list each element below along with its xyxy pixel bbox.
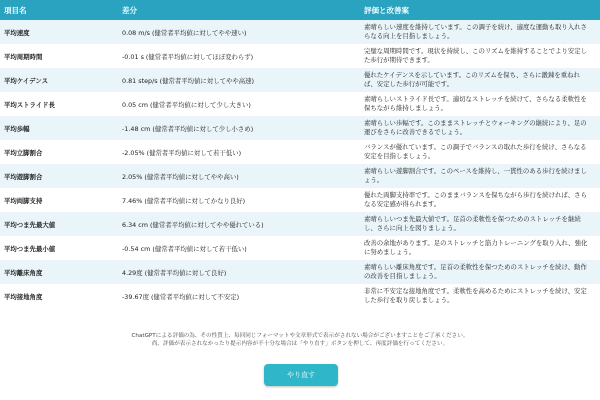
disclaimer-note [0,332,600,348]
table-row [0,188,600,212]
row-eval: 素晴らしい歩幅です。このままストレッチとウォーキングの継続により、足の運びをさらに改善できるでしょう。 [364,119,587,136]
table-header [0,0,600,20]
table-row [0,68,600,92]
row-diff: -0.54 cm (健常者平均値に対して若干低い) [122,244,247,253]
row-eval: 素晴らしいストライド長です。適切なストレッチを続けて、さらなる柔軟性を保ちながら維持しましょう。 [364,95,587,112]
row-eval: 優れた両脚支持率です。このままバランスを保ちながら歩行を続ければ、さらなる安定感が得られます。 [364,191,587,208]
row-item: 平均離床角度 [4,268,43,277]
row-diff: -0.01 s (健常者平均値に対してほぼ変わらず) [122,52,254,61]
row-eval: 素晴らしい速度を維持しています。この調子を続け、適度な運動も取り入れさらなる向上を目指しましょう。 [364,23,587,40]
row-item: 平均周期時間 [4,52,43,61]
row-item: 平均遊脚割合 [4,172,43,181]
disclaimer-line-2: 尚、評価が表示されなかったり提示内容が不十分な場合は「やり直す」ボタンを押して、再度評価を行ってください。 [151,341,449,347]
row-item: 平均接地角度 [4,292,43,301]
row-item: 平均つま先最大値 [4,220,56,229]
table-row [0,236,600,260]
header-diff: 差分 [122,5,137,15]
row-item: 平均歩幅 [4,124,30,133]
table-row [0,116,600,140]
retry-button[interactable]: やり直す [264,364,338,386]
row-diff: 0.08 m/s (健常者平均値に対してやや速い) [122,28,247,37]
table-row [0,164,600,188]
row-diff: -1.48 cm (健常者平均値に対して少し小さめ) [122,124,254,133]
row-item: 平均つま先最小値 [4,244,56,253]
table-row [0,212,600,236]
table-row [0,44,600,68]
row-item: 平均立脚割合 [4,148,43,157]
row-eval: 優れたケイデンスを示しています。このリズムを保ち、さらに鍛錬を重ねれば、安定した歩行が可能です。 [364,71,580,88]
row-item: 平均速度 [4,28,30,37]
row-eval: 素晴らしい離床角度です。足首の柔軟性を保つためのストレッチを続け、動作の改善を目指しましょう。 [364,263,587,280]
table-row [0,260,600,284]
header-eval: 評価と改善案 [364,5,409,15]
disclaimer-line-1: ChatGPTによる評価の為、その性質上、毎回同じフォーマットや文章形式で表示がされない場合がございますことをご了承ください。 [131,333,469,339]
table-row [0,92,600,116]
row-eval: 素晴らしい遊脚割合です。このペースを維持し、一貫性のある歩行を続けましょう。 [364,167,587,184]
row-item: 平均ケイデンス [4,76,48,85]
row-eval: 完璧な周期時間です。現状を持続し、このリズムを維持することでより安定した歩行が期待できます。 [364,47,588,64]
row-diff: 6.34 cm (健常者平均値に対してやや優れている) [122,220,264,229]
row-eval: 改善の余地があります。足のストレッチと筋力トレーニングを取り入れ、強化に努めましょう。 [364,239,588,256]
table-row [0,284,600,308]
row-diff: 0.05 cm (健常者平均値に対して少し大きい) [122,100,251,109]
row-item: 平均両脚支持 [4,196,43,205]
row-diff: -2.05% (健常者平均値に対して若干低い) [122,148,242,157]
row-eval: 素晴らしいつま先最大値です。足首の柔軟性を保つためのストレッチを継続し、さらに向上を図りましょう。 [364,215,581,232]
row-diff: 7.46% (健常者平均値に対してかなり良好) [122,196,246,205]
row-eval: バランスが優れています。この調子でバランスの取れた歩行を続け、さらなる安定を目指しましょう。 [364,143,587,160]
row-diff: -39.67度 (健常者平均値に対して不安定) [122,292,240,301]
table-row [0,140,600,164]
table-row [0,20,600,44]
row-diff: 2.05% (健常者平均値に対してやや高い) [122,172,239,181]
row-diff: 4.29度 (健常者平均値に対して良好) [122,268,227,277]
row-diff: 0.81 step/s (健常者平均値に対してやや高速) [122,76,255,85]
header-item: 項目名 [4,5,27,15]
row-item: 平均ストライド長 [4,100,55,109]
row-eval: 非常に不安定な接地角度です。柔軟性を高めるためにストレッチを続け、安定した歩行を取り戻しましょう。 [364,287,587,304]
